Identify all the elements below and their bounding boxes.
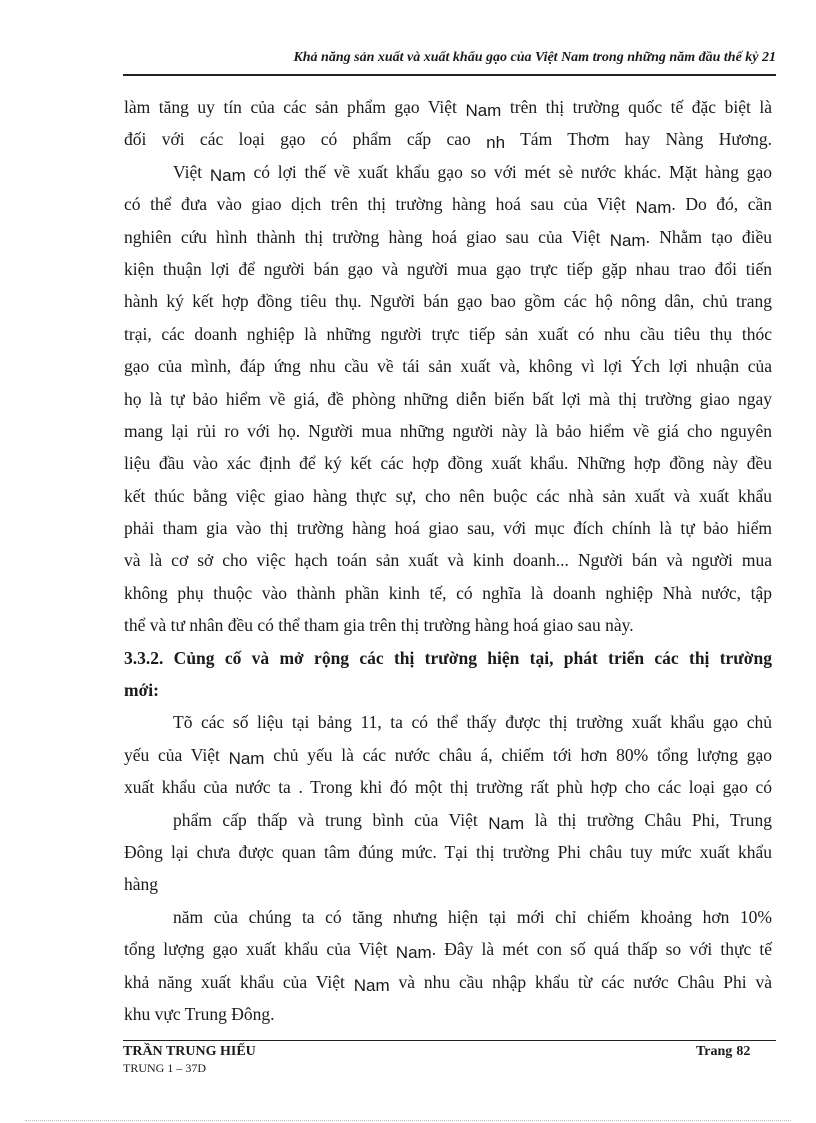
text-fragment: và là cơ sở cho việc hạch toán sản xuất và kinh doanh... Người bán và người mua <box>124 550 772 571</box>
section-heading-line <box>124 642 772 674</box>
text-fragment: liệu đầu vào xác định để ký kết các hợp đồng xuất khẩu. Những hợp đồng này đều <box>124 453 772 474</box>
text-fragment: mang lại rủi ro với họ. Người mua những người này là bảo hiểm về giá cho nguyên <box>124 420 772 441</box>
text-fragment: phẩm cấp thấp và trung bình của Việt <box>173 809 489 830</box>
paragraph-line <box>124 383 772 415</box>
text-fragment-alt-font: Nam <box>635 198 672 218</box>
paragraph-line <box>124 933 772 965</box>
text-fragment: tổng lượng gạo xuất khẩu của Việt <box>124 939 396 960</box>
text-fragment: 3.3.2. Củng cố và mở rộng các thị trường hiện tại, phát triển các thị trường <box>124 647 772 668</box>
text-fragment: yếu của Việt <box>124 744 229 765</box>
paragraph-line <box>124 804 772 836</box>
text-fragment: hành ký kết hợp đồng tiêu thụ. Người bán gạo bao gồm các hộ nông dân, chủ trang <box>124 291 772 312</box>
body-text <box>124 91 772 1030</box>
page-number-label <box>692 1044 750 1060</box>
paragraph-line <box>124 285 772 317</box>
header-rule <box>123 74 776 76</box>
text-fragment: thể và tư nhân đều có thể tham gia trên thị trường hàng hoá giao sau này. <box>124 615 634 636</box>
text-fragment: không phụ thuộc vào thành phần kinh tế, có nghĩa là doanh nghiệp Nhà nước, tập <box>124 582 772 603</box>
paragraph-line <box>124 966 772 998</box>
paragraph-line <box>124 447 772 479</box>
text-fragment-alt-font: Nam <box>465 101 502 120</box>
text-fragment: khu vực Trung Đông. <box>124 1003 275 1024</box>
text-fragment: Việt <box>173 161 210 182</box>
text-fragment: gạo của mình, đáp ứng nhu cầu về tái sản xuất và, không vì lợi Ých lợi nhuận của <box>124 356 772 377</box>
text-fragment-alt-font: Nam <box>209 165 246 185</box>
text-fragment: là thị trường Châu Phi, Trung <box>524 809 772 830</box>
paragraph-line <box>124 156 772 188</box>
paragraph-line <box>124 998 772 1030</box>
text-fragment: . Nhằm tạo điều <box>645 226 772 247</box>
text-fragment: Đông lại chưa được quan tâm đúng mức. Tại thị trường Phi châu tuy mức xuất khẩu <box>124 841 772 862</box>
text-fragment: chủ yếu là các nước châu á, chiếm tới hơn 80% tổng lượng gạo <box>264 744 772 765</box>
paragraph-line <box>124 480 772 512</box>
text-fragment-alt-font: Nam <box>353 975 390 995</box>
text-fragment: làm tăng uy tín của các sản phẩm gạo Việt <box>124 97 466 117</box>
paragraph-line <box>124 544 772 576</box>
page-label: Trang <box>696 1044 733 1059</box>
text-fragment: Tõ các số liệu tại bảng 11, ta có thể thấy được thị trường xuất khẩu gạo chủ <box>173 712 772 733</box>
text-fragment: nghiên cứu hình thành thị trường hàng hoá giao sau của Việt <box>124 226 610 247</box>
paragraph-line <box>124 253 772 285</box>
paragraph-line <box>124 221 772 253</box>
text-fragment: . Đây là mét con số quá thấp so với thực tế <box>431 939 772 960</box>
text-fragment: và nhu cầu nhập khẩu từ các nước Châu Phi và <box>389 971 773 992</box>
paragraph-line <box>124 868 772 900</box>
text-fragment: xuất khẩu của nước ta . Trong khi đó một thị trường rất phù hợp cho các loại gạo có <box>124 777 772 798</box>
text-fragment: họ là tự bảo hiểm về giá, đề phòng những diễn biến bất lợi mà thị trường giao ngay <box>124 388 772 409</box>
text-fragment: . Do đó, cần <box>671 194 772 215</box>
text-fragment: mới: <box>124 680 159 701</box>
section-heading-line <box>124 674 772 706</box>
text-fragment-alt-font: Nam <box>609 230 646 250</box>
paragraph-line <box>124 901 772 933</box>
paragraph-line <box>124 706 772 738</box>
text-fragment: hàng <box>124 874 159 895</box>
running-header: Khả năng sản xuất và xuất khẩu gạo của Việt Nam trong những năm đầu thế kỷ 21 <box>293 50 776 65</box>
text-fragment-alt-font: Nam <box>488 813 525 833</box>
paragraph-line <box>124 609 772 641</box>
text-fragment: trên thị trường quốc tế đặc biệt là <box>501 97 772 117</box>
paragraph-line <box>124 123 772 155</box>
class-code: TRUNG 1 – 37D <box>123 1061 206 1075</box>
paragraph-line <box>124 836 772 868</box>
text-fragment: có thể đưa vào giao dịch trên thị trường hàng hoá sau của Việt <box>124 194 636 215</box>
paragraph-line <box>124 415 772 447</box>
paragraph-line <box>124 577 772 609</box>
text-fragment: khả năng xuất khẩu của Việt <box>124 971 354 992</box>
paragraph-line <box>124 188 772 220</box>
author-name: TRẦN TRUNG HIẾU <box>123 1044 256 1059</box>
text-fragment: đối với các loại gạo có phẩm cấp cao <box>124 129 487 150</box>
paragraph-line <box>124 318 772 350</box>
footer-rule <box>123 1040 776 1041</box>
paragraph-line <box>124 350 772 382</box>
page-number: 82 <box>736 1044 751 1059</box>
text-fragment: phải tham gia vào thị trường hàng hoá giao sau, với mục đích chính là tự bảo hiểm <box>124 518 772 539</box>
text-fragment: có lợi thế về xuất khẩu gạo so với mét sè nước khác. Mặt hàng gạo <box>245 161 772 182</box>
page-bottom-border <box>25 1120 791 1121</box>
paragraph-line <box>124 512 772 544</box>
text-fragment-alt-font: Nam <box>228 748 265 768</box>
paragraph-line <box>124 739 772 771</box>
text-fragment-alt-font: Nam <box>395 943 432 963</box>
text-fragment: kết thúc bằng việc giao hàng thực sự, cho nên buộc các nhà sản xuất và xuất khẩu <box>124 485 772 506</box>
paragraph-line <box>124 771 772 803</box>
text-fragment: Tám Thơm hay Nàng Hương. <box>505 129 772 150</box>
text-fragment: kiện thuận lợi để người bán gạo và người mua gạo trực tiếp gặp nhau trao đổi tiến <box>124 258 772 279</box>
text-fragment: trại, các doanh nghiệp là những người trực tiếp sản xuất có nhu cầu tiêu thụ thóc <box>124 323 772 344</box>
text-fragment-alt-font: nh <box>486 133 506 153</box>
paragraph-line <box>124 91 772 123</box>
text-fragment: năm của chúng ta có tăng nhưng hiện tại mới chỉ chiếm khoảng hơn 10% <box>173 906 772 927</box>
